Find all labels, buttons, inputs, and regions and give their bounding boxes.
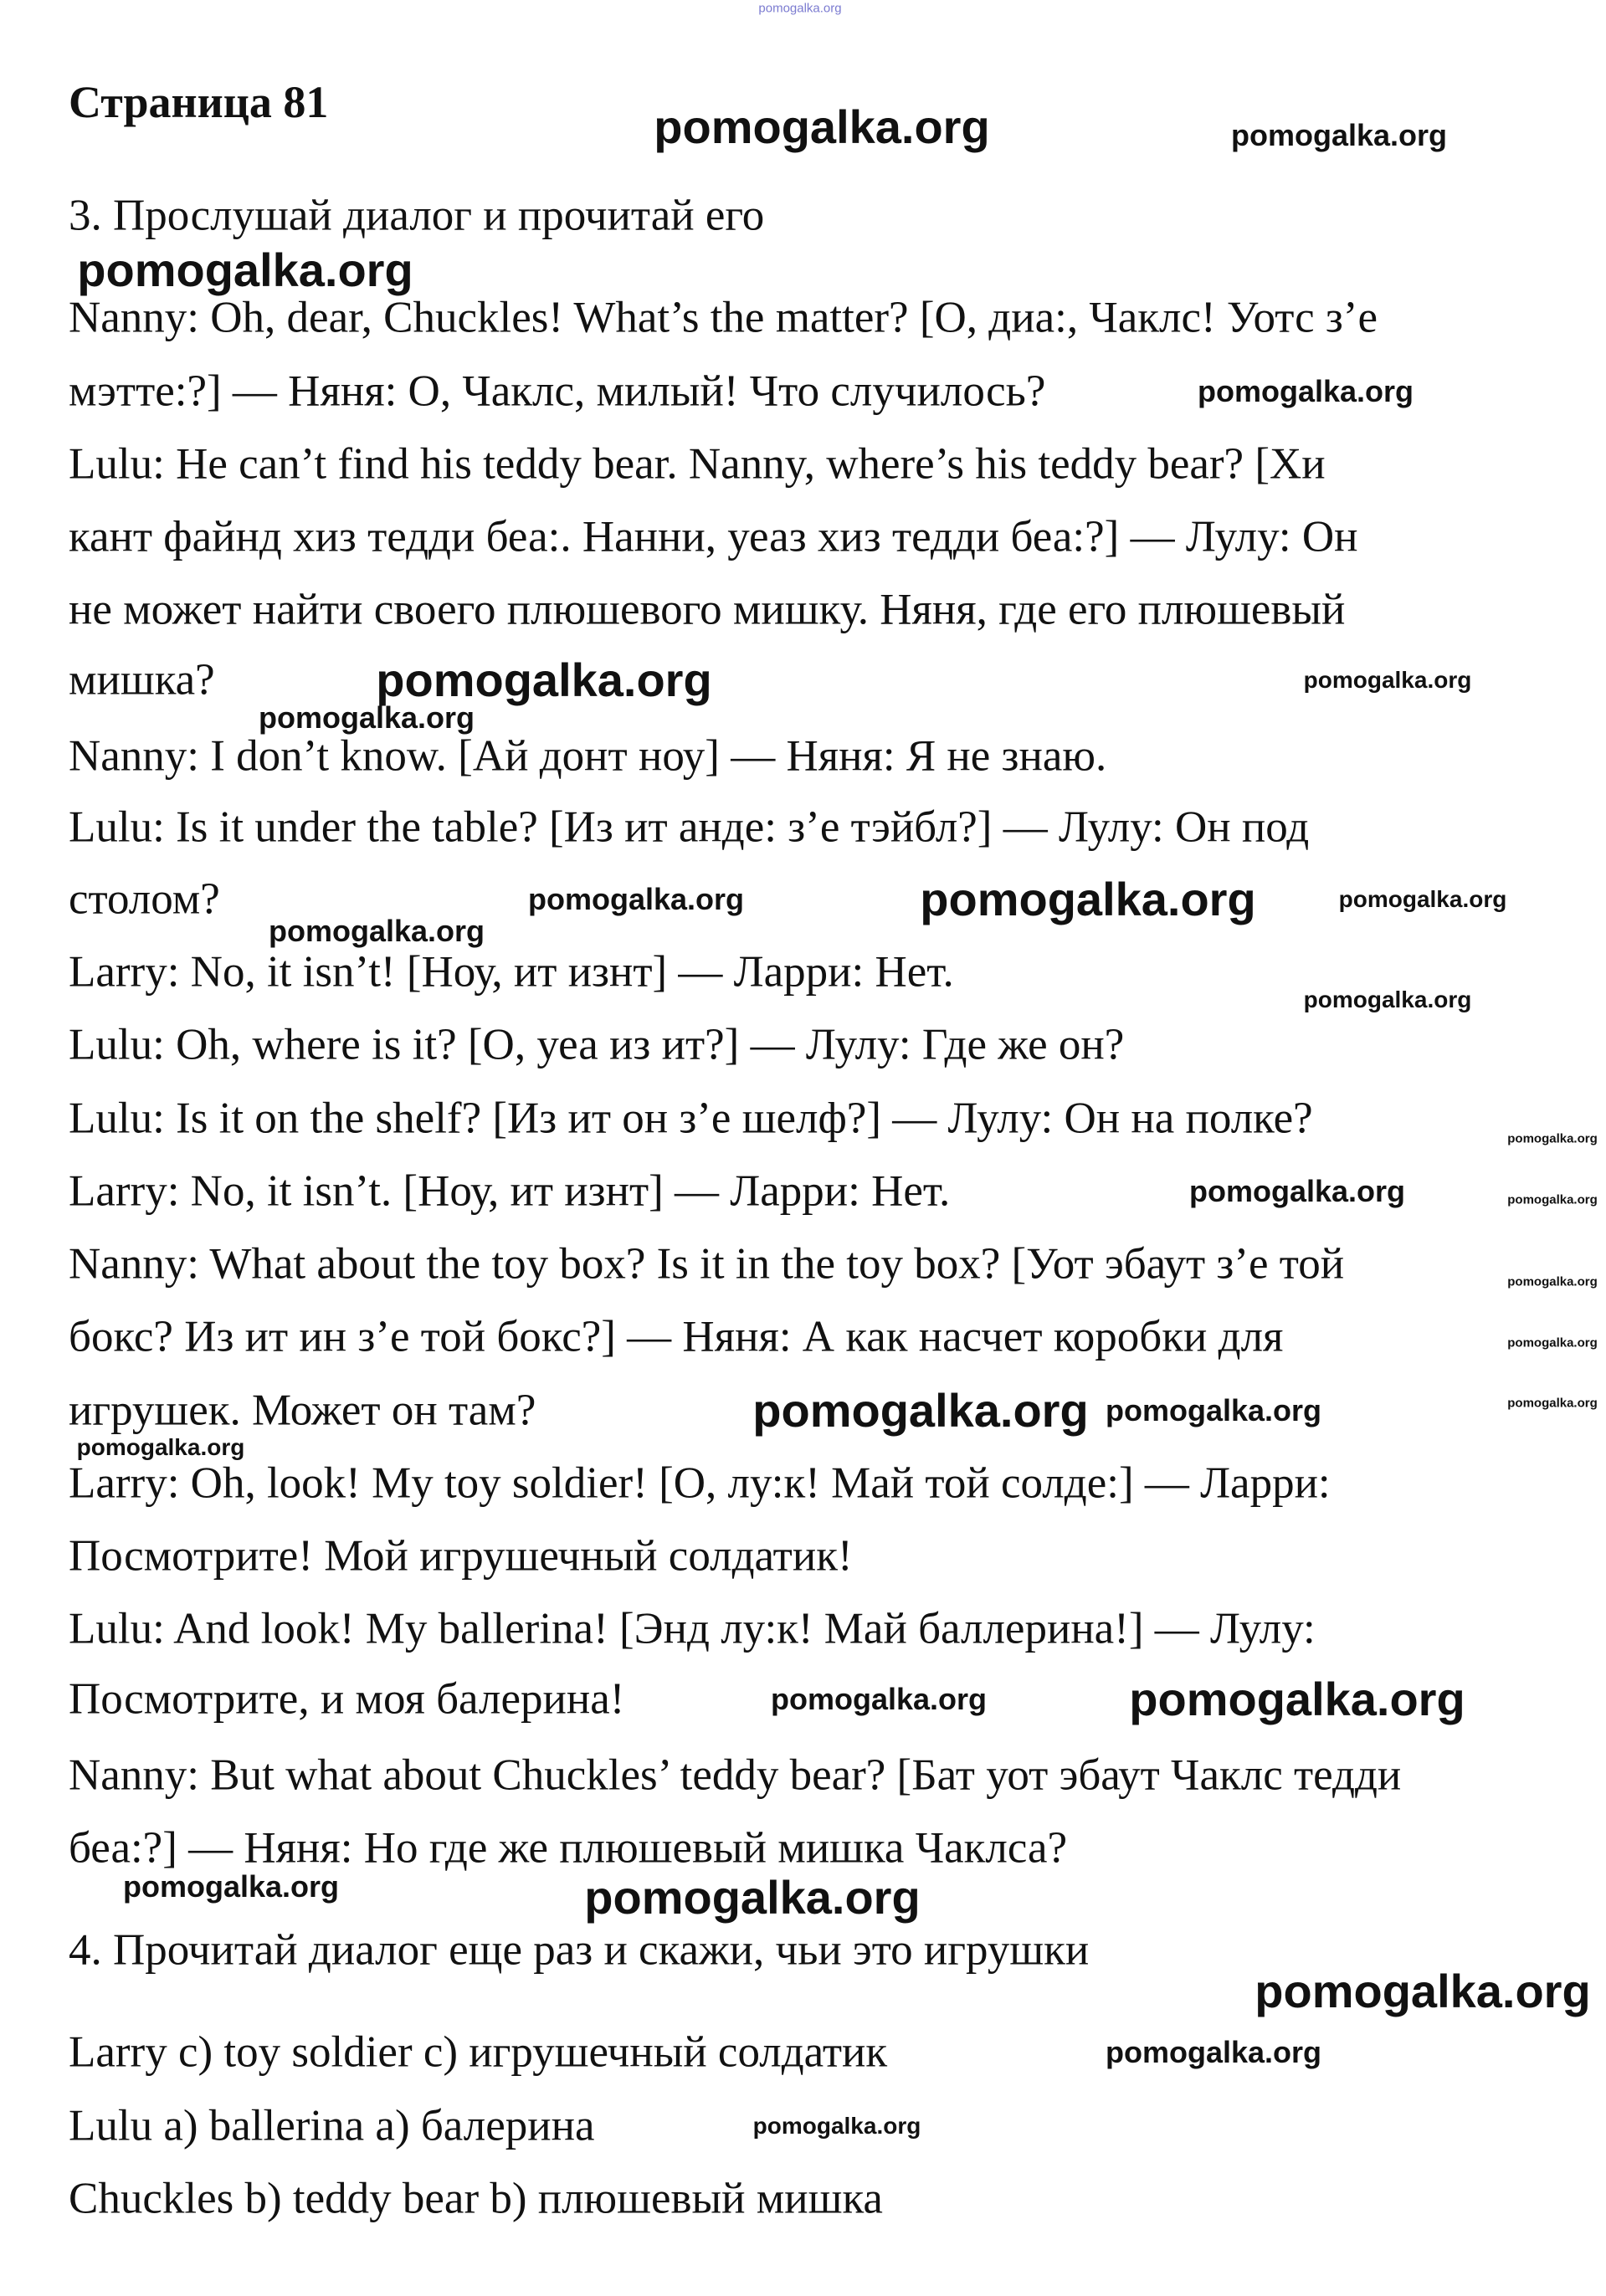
text-line: Larry: No, it isn’t! [Ноу, ит изнт] — Ларри: Нет. bbox=[69, 947, 954, 997]
text-line: не может найти своего плюшевого мишку. Няня, где его плюшевый bbox=[69, 585, 1346, 634]
watermark: pomogalka.org bbox=[1105, 1393, 1322, 1427]
text-line: игрушек. Может он там? bbox=[69, 1386, 536, 1435]
watermark: pomogalka.org bbox=[258, 700, 475, 735]
watermark: pomogalka.org bbox=[77, 243, 413, 296]
text-line: 3. Прослушай диалог и прочитай его bbox=[69, 191, 765, 240]
watermark: pomogalka.org bbox=[1507, 1274, 1598, 1289]
text-line: Lulu: Is it on the shelf? [Из ит он з’е шелф?] — Лулу: Он на полке? bbox=[69, 1094, 1313, 1143]
text-line: столом? bbox=[69, 874, 220, 924]
watermark: pomogalka.org bbox=[1507, 1131, 1598, 1146]
watermark: pomogalka.org bbox=[1255, 1965, 1591, 2017]
watermark: pomogalka.org bbox=[527, 882, 745, 916]
watermark: pomogalka.org bbox=[1303, 667, 1472, 693]
watermark: pomogalka.org bbox=[920, 873, 1256, 925]
watermark: pomogalka.org bbox=[752, 2113, 921, 2139]
watermark: pomogalka.org bbox=[122, 1869, 340, 1904]
text-line: Nanny: But what about Chuckles’ teddy bear? [Бат уот эбаут Чаклс тедди bbox=[69, 1750, 1402, 1800]
text-line: 4. Прочитай диалог еще раз и скажи, чьи это игрушки bbox=[69, 1925, 1090, 1975]
text-line: Lulu a) ballerina a) балерина bbox=[69, 2101, 595, 2150]
text-line: Chuckles b) teddy bear b) плюшевый мишка bbox=[69, 2174, 883, 2223]
watermark: pomogalka.org bbox=[770, 1682, 988, 1716]
watermark: pomogalka.org bbox=[1188, 1174, 1406, 1208]
text-line: Посмотрите! Мой игрушечный солдатик! bbox=[69, 1531, 853, 1581]
text-line: Lulu: Oh, where is it? [О, уеа из ит?] — Лулу: Где же он? bbox=[69, 1020, 1125, 1069]
watermark: pomogalka.org bbox=[752, 1384, 1089, 1437]
watermark: pomogalka.org bbox=[376, 653, 712, 706]
watermark: pomogalka.org bbox=[268, 914, 485, 948]
text-line: Larry: No, it isn’t. [Ноу, ит изнт] — Ларри: Нет. bbox=[69, 1166, 951, 1216]
page-title: Страница 81 bbox=[69, 77, 329, 127]
text-line: Lulu: And look! My ballerina! [Энд лу:к! Май баллерина!] — Лулу: bbox=[69, 1604, 1316, 1653]
watermark: pomogalka.org bbox=[654, 100, 990, 153]
watermark: pomogalka.org bbox=[1303, 987, 1472, 1012]
watermark: pomogalka.org bbox=[1507, 1396, 1598, 1411]
text-line: мишка? bbox=[69, 655, 215, 705]
watermark: pomogalka.org bbox=[1197, 374, 1414, 408]
watermark: pomogalka.org bbox=[1507, 1192, 1598, 1207]
text-line: беа:?] — Няня: Но где же плюшевый мишка Чаклса? bbox=[69, 1823, 1068, 1873]
watermark: pomogalka.org bbox=[1129, 1673, 1465, 1725]
text-line: Lulu: He can’t find his teddy bear. Nanny, where’s his teddy bear? [Хи bbox=[69, 439, 1326, 489]
text-line: Nanny: Oh, dear, Chuckles! What’s the matter? [О, диа:, Чаклс! Уотс з’е bbox=[69, 293, 1378, 342]
text-line: Посмотрите, и моя балерина! bbox=[69, 1674, 625, 1724]
text-line: Larry c) toy soldier c) игрушечный солдатик bbox=[69, 2027, 888, 2077]
text-line: бокс? Из ит ин з’е той бокс?] — Няня: А как насчет коробки для bbox=[69, 1312, 1284, 1361]
text-line: кант файнд хиз тедди беа:. Нанни, уеаз хиз тедди беа:?] — Лулу: Он bbox=[69, 512, 1358, 561]
watermark: pomogalka.org bbox=[1105, 2035, 1322, 2069]
text-line: Nanny: What about the toy box? Is it in the toy box? [Уот эбаут з’е той bbox=[69, 1239, 1345, 1289]
watermark: pomogalka.org bbox=[1230, 118, 1448, 152]
watermark: pomogalka.org bbox=[758, 1, 842, 16]
text-line: Lulu: Is it under the table? [Из ит анде: з’е тэйбл?] — Лулу: Он под bbox=[69, 802, 1310, 852]
text-line: мэтте:?] — Няня: О, Чаклс, милый! Что случилось? bbox=[69, 366, 1046, 416]
text-line: Nanny: I don’t know. [Ай донт ноу] — Няня: Я не знаю. bbox=[69, 731, 1107, 781]
watermark: pomogalka.org bbox=[584, 1871, 921, 1924]
watermark: pomogalka.org bbox=[1507, 1335, 1598, 1350]
watermark: pomogalka.org bbox=[1338, 886, 1507, 912]
watermark: pomogalka.org bbox=[76, 1434, 245, 1460]
text-line: Larry: Oh, look! My toy soldier! [О, лу:к! Май той солде:] — Ларри: bbox=[69, 1458, 1331, 1508]
